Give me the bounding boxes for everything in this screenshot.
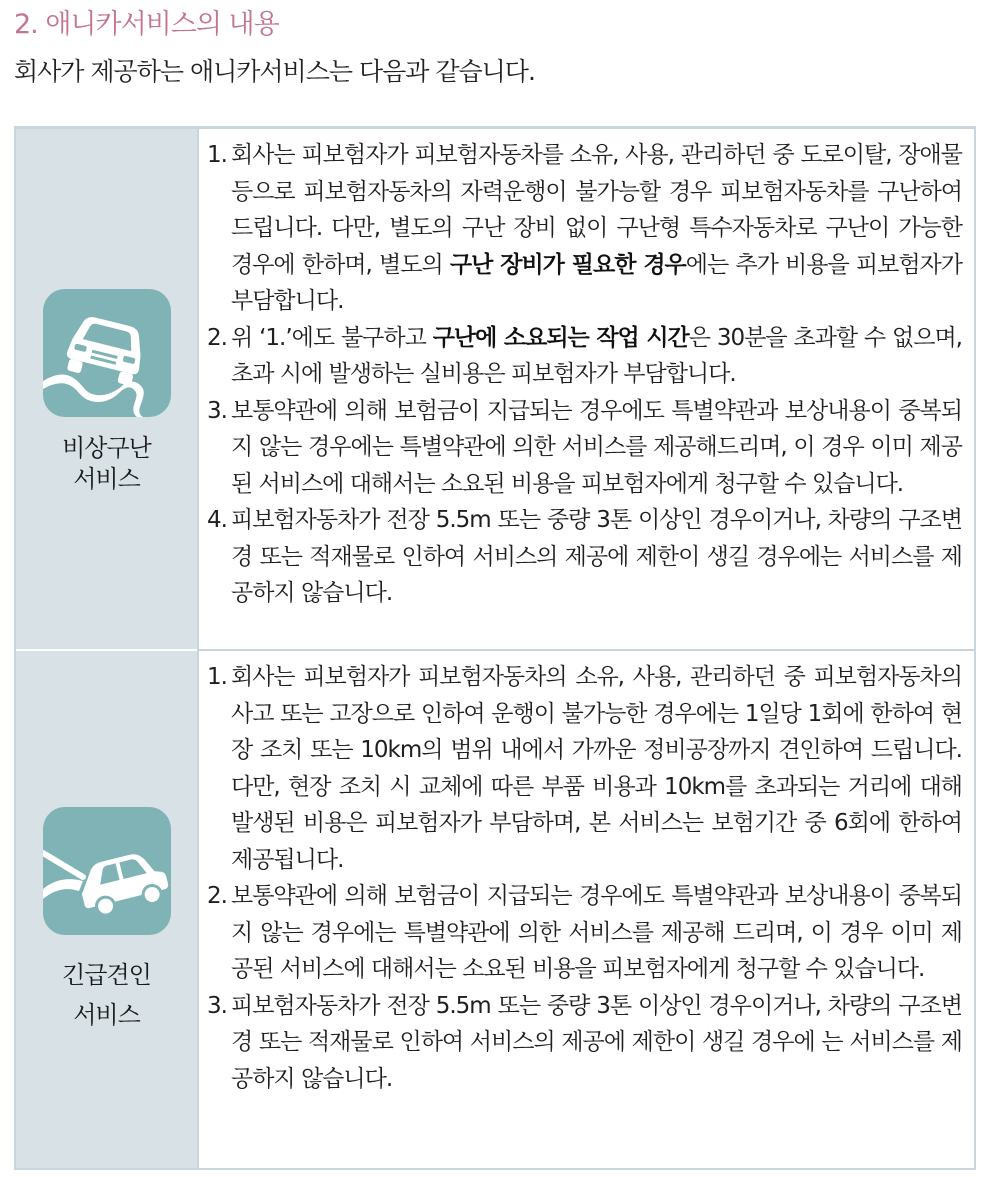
item-number: 2.: [207, 883, 227, 909]
list-item: [209, 393, 962, 503]
list-item: [209, 988, 962, 1098]
item-number: 1.: [207, 664, 227, 690]
item-number: 1.: [207, 142, 227, 168]
service-label-line1: 비상구난: [62, 434, 151, 462]
item-text: 보통약관에 의해 보험금이 지급되는 경우에도 특별약관과 보상내용이 중복되지 않는 경우에는 특별약관에 의한 서비스를 제공해 드리며, 이 경우 이미 제공된 서비스에 대해서는 소요된 비용을 피보험자에게 청구할 수 있습니다.: [231, 883, 962, 982]
service-row-towing: [16, 651, 974, 1168]
service-content-cell: [197, 129, 974, 649]
item-number: 3.: [207, 992, 227, 1019]
intro-text: 회사가 제공하는 애니카서비스는 다음과 같습니다.: [14, 57, 535, 86]
service-items-list: [209, 137, 962, 612]
car-towing-icon: [43, 807, 171, 935]
item-number: 4.: [207, 507, 227, 533]
list-item: [209, 137, 962, 320]
section-heading: 2. 애니카서비스의 내용: [14, 9, 279, 40]
item-text: 회사는 피보험자가 피보험자동차의 소유, 사용, 관리하던 중 피보험자동차의 사고 또는 고장으로 인하여 운행이 불가능한 경우에는 1일당 1회에 한하여 현장 조치 또는 10km의 범위 내에서 가까운 정비공장까지 견인하여 드립니다. 다만, 현장 조치 시 교체에 따른 부품 비용과 10km를 초과되는 거리에 대해 발생된 비용은 피보험자가 부담하며, 본 서비스는 보험기간 중 6회에 한하여 제공됩니다.: [231, 664, 962, 873]
item-number: 3.: [207, 397, 227, 424]
item-text: 회사는 피보험자가 피보험자동차를 소유, 사용, 관리하던 중 도로이탈, 장애물 등으로 피보험자동차의 자력운행이 불가능할 경우 피보험자동차를 구난하여 드립니다. 다만, 별도의 구난 장비 없이 구난형 특수자동차로 구난이 가능한 경우에 한하며, 별도의: [231, 142, 962, 278]
service-table: [14, 126, 976, 1170]
service-content-cell: [197, 651, 974, 1168]
service-label-cell: [16, 129, 197, 649]
service-label-line1: 긴급견인: [62, 961, 151, 989]
item-emphasis: 구난 장비가 필요한 경우: [449, 251, 686, 278]
item-text: 보통약관에 의해 보험금이 지급되는 경우에도 특별약관과 보상내용이 중복되지 않는 경우에는 특별약관에 의한 서비스를 제공해드리며, 이 경우 이미 제공된 서비스에 대해서는 소요된 비용을 피보험자에게 청구할 수 있습니다.: [231, 397, 962, 497]
car-skidding-off-road-icon: [43, 289, 171, 417]
service-items-list: [209, 659, 962, 1097]
list-item: [209, 659, 962, 878]
item-text: 피보험자동차가 전장 5.5m 또는 중량 3톤 이상인 경우이거나, 차량의 구조변경 또는 적재물로 인하여 서비스의 제공에 제한이 생길 경우에 는 서비스를 제공하지 않습니다.: [231, 992, 962, 1092]
item-text: 에는 추가 비용을 피보험자가 부담합니다.: [231, 251, 962, 314]
item-text: 은 30분을 초과할 수 없으며, 초과 시에 발생하는 실비용은 피보험자가 부담합니다.: [231, 324, 962, 387]
service-label-line2: 서비스: [73, 465, 140, 493]
list-item: [209, 878, 962, 988]
service-row-recovery: [16, 129, 974, 649]
service-label: [16, 433, 197, 495]
item-emphasis: 구난에 소요되는 작업 시간: [432, 324, 689, 351]
list-item: [209, 320, 962, 393]
service-label: [16, 955, 197, 1035]
item-number: 2.: [207, 324, 227, 351]
service-label-cell: [16, 651, 197, 1168]
item-text: 피보험자동차가 전장 5.5m 또는 중량 3톤 이상인 경우이거나, 차량의 구조변경 또는 적재물로 인하여 서비스의 제공에 제한이 생길 경우에는 서비스를 제공하지 않습니다.: [231, 507, 962, 606]
service-label-line2: 서비스: [73, 1001, 140, 1029]
item-text: 위 ‘1.’에도 불구하고: [231, 324, 433, 351]
list-item: [209, 502, 962, 612]
